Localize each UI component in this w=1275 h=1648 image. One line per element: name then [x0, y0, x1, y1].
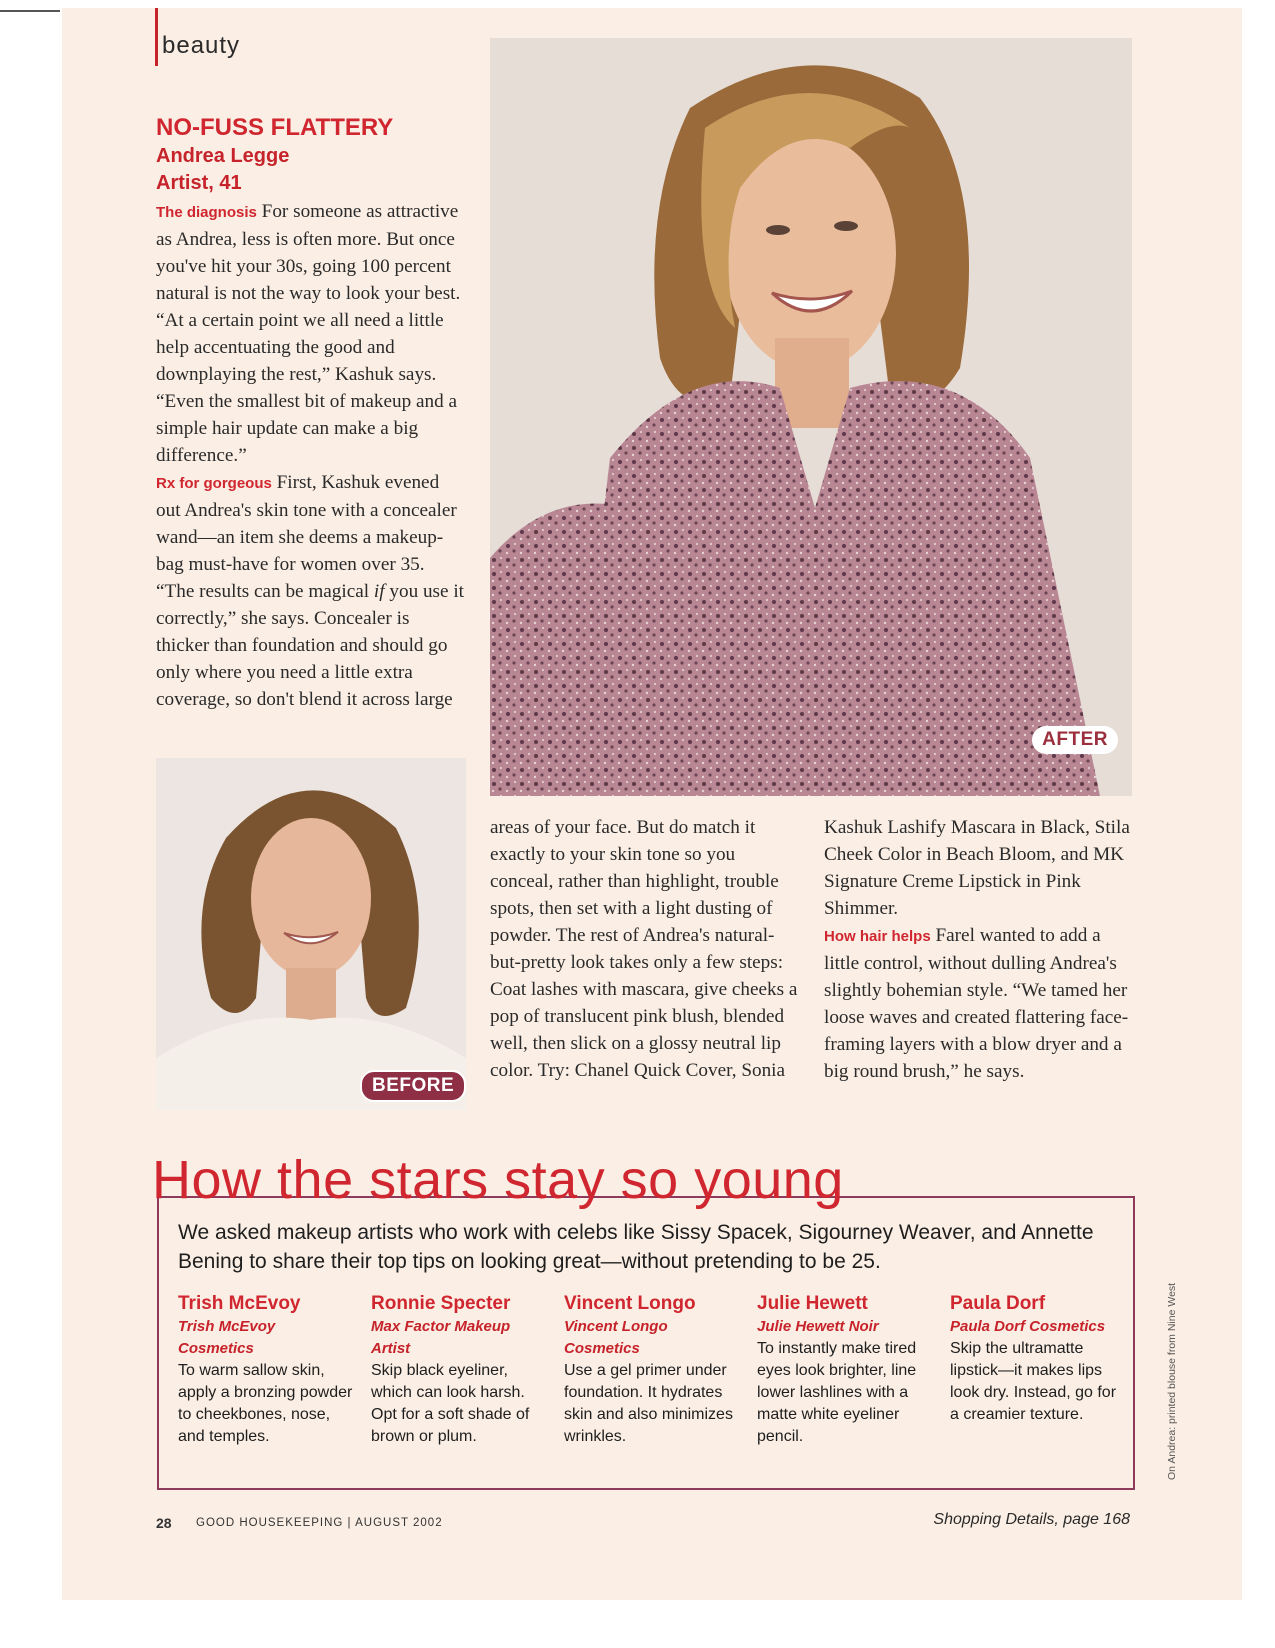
stars-intro: We asked makeup artists who work with celebs like Sissy Spacek, Sigourney Weaver, and Annette Bening to share their top tips on looking great—without pretending to be 25. [178, 1221, 1094, 1273]
tip-affiliation: Julie Hewett Noir [757, 1318, 879, 1335]
after-photo [490, 38, 1132, 796]
after-badge: AFTER [1032, 726, 1118, 754]
tip-text: Use a gel primer under foundation. It hydrates skin and also minimizes wrinkles. [564, 1362, 733, 1445]
tip-card [371, 1292, 547, 1448]
article-column-1 [156, 198, 464, 713]
before-photo [156, 758, 466, 1110]
shopping-details: Shopping Details, page 168 [933, 1511, 1130, 1528]
kicker-rx: Rx for gorgeous [156, 475, 272, 492]
tip-artist-name: Ronnie Specter [371, 1293, 511, 1314]
kicker-diagnosis: The diagnosis [156, 204, 257, 221]
tip-affiliation: Vincent Longo Cosmetics [564, 1318, 668, 1357]
tip-card [757, 1292, 933, 1448]
tip-card [564, 1292, 740, 1448]
rx-text-if: if [373, 581, 385, 602]
diagnosis-text: For someone as attractive as Andrea, less is often more. But once you've hit your 30s, going 100 percent natural is not the way to look your best. “At a certain point we all need a little help accentuating the good and downplaying the rest,” Kashuk says. “Even the smallest bit of makeup and a simple hair update can make a big difference.” [156, 201, 461, 466]
column3-text: Kashuk Lashify Mascara in Black, Stila Cheek Color in Beach Bloom, and MK Signature Creme Lipstick in Pink Shimmer. [824, 817, 1130, 919]
tip-text: Skip black eyeliner, which can look harsh. Opt for a soft shade of brown or plum. [371, 1362, 530, 1445]
hair-text: Farel wanted to add a little control, without dulling Andrea's slightly bohemian style. “We tamed her loose waves and created flattering face-framing layers with a blow dryer and a big round brush,” he says. [824, 925, 1129, 1082]
subject-name: Andrea Legge [156, 145, 290, 167]
feature-title: NO-FUSS FLATTERY [156, 114, 394, 141]
tip-artist-name: Paula Dorf [950, 1293, 1046, 1314]
tip-text: To instantly make tired eyes look brighter, line lower lashlines with a matte white eyeliner pencil. [757, 1340, 917, 1445]
tip-artist-name: Julie Hewett [757, 1293, 868, 1314]
tip-affiliation: Trish McEvoy Cosmetics [178, 1318, 276, 1357]
photo-credit: On Andrea: printed blouse from Nine West [1166, 1282, 1178, 1480]
column2-text: areas of your face. But do match it exactly to your skin tone so you conceal, rather than highlight, trouble spots, then set with a light dusting of powder. The rest of Andrea's natural-but-pretty look takes only a few steps: Coat lashes with mascara, give cheeks a pop of translucent pink blush, blended well, then slick on a glossy neutral lip color. Try: Chanel Quick Cover, Sonia [490, 817, 798, 1081]
tip-artist-name: Trish McEvoy [178, 1293, 301, 1314]
stars-title: How the stars stay so young [152, 1150, 844, 1210]
subject-role: Artist, 41 [156, 172, 242, 194]
tips-row [178, 1292, 1138, 1472]
paragraph-rx [156, 469, 464, 713]
rx-text-b: you use it correctly,” she says. Concealer is thicker than foundation and should go only where you need a little extra coverage, so don't blend it across large [156, 581, 464, 710]
rx-text-a: First, Kashuk evened out Andrea's skin tone with a concealer wand—an item she deems a makeup-bag must-have for women over 35. “The results can be magical [156, 472, 457, 602]
tip-artist-name: Vincent Longo [564, 1293, 696, 1314]
tip-affiliation: Paula Dorf Cosmetics [950, 1318, 1106, 1335]
before-badge: BEFORE [360, 1070, 466, 1102]
tip-affiliation: Max Factor Makeup Artist [371, 1318, 511, 1357]
article-column-2 [490, 814, 800, 1084]
section-marker [155, 8, 158, 66]
before-photo-illustration [156, 758, 466, 1110]
page-number: 28 [156, 1515, 172, 1531]
magazine-issue: GOOD HOUSEKEEPING | AUGUST 2002 [196, 1517, 443, 1529]
tip-text: Skip the ultramatte lipstick—it makes lips look dry. Instead, go for a creamier texture. [950, 1340, 1117, 1423]
tip-text: To warm sallow skin, apply a bronzing powder to cheekbones, nose, and temples. [178, 1362, 353, 1445]
after-photo-illustration [490, 38, 1132, 796]
paragraph-diagnosis [156, 198, 464, 469]
paragraph-hair [824, 922, 1134, 1085]
section-label: beauty [162, 32, 241, 59]
kicker-hair: How hair helps [824, 928, 931, 945]
tip-card [950, 1292, 1126, 1426]
scan-edge-line [0, 10, 60, 12]
tip-card [178, 1292, 354, 1448]
article-column-3 [824, 814, 1134, 1085]
